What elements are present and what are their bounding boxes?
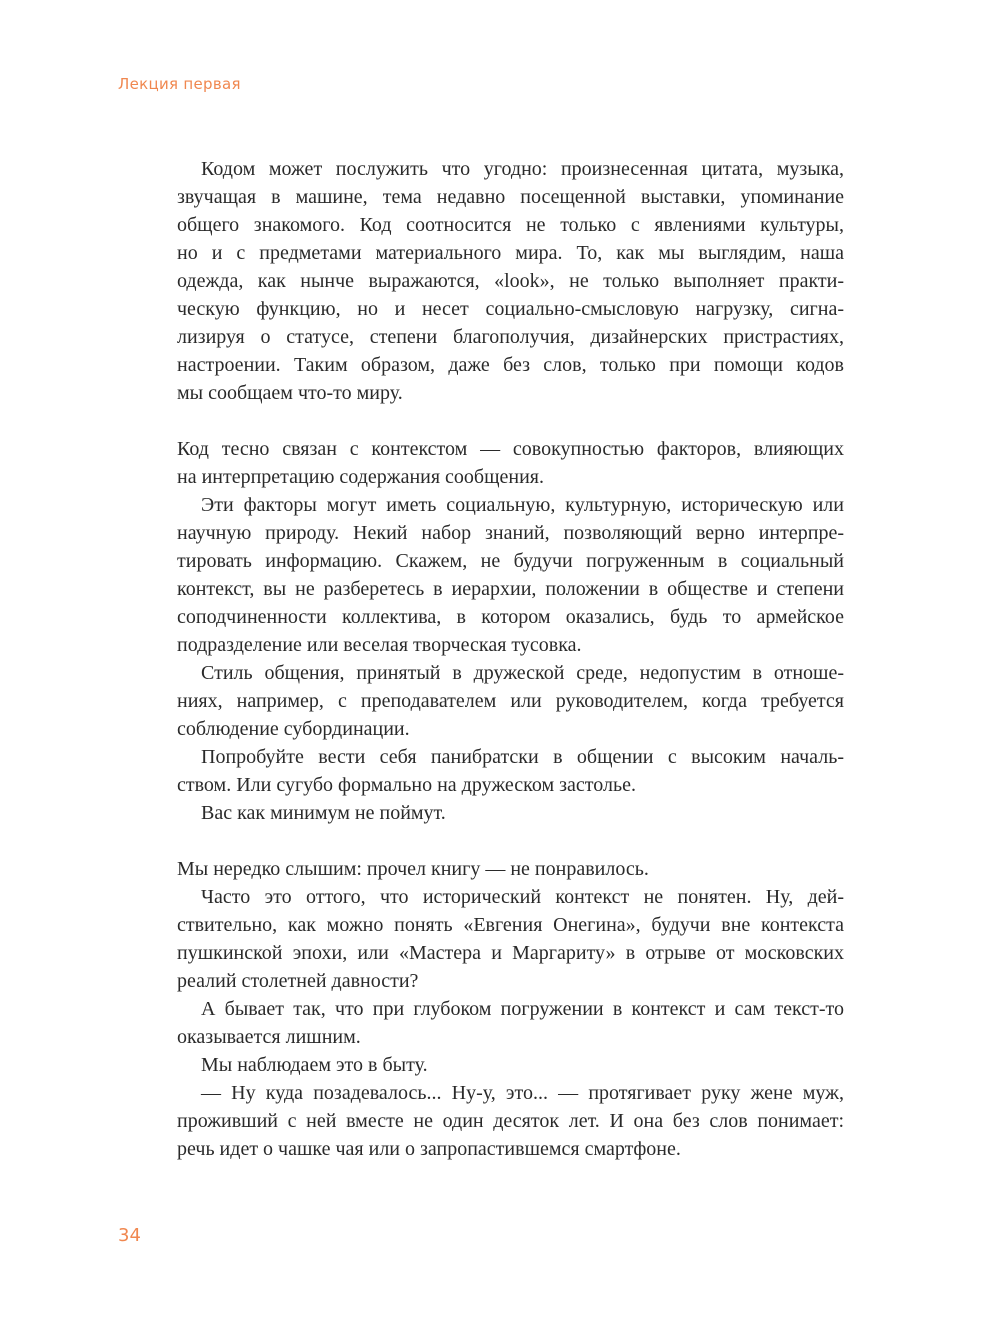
page-number: 34 — [118, 1225, 141, 1246]
text-line: Код тесно связан с контекстом — совокупностью факторов, влияющих — [177, 438, 844, 460]
text-line: соподчиненности коллектива, в котором оказались, будь то армейское — [177, 606, 844, 628]
paragraph — [177, 659, 844, 743]
text-line: Стиль общения, принятый в дружеской среде, недопустим в отноше- — [201, 662, 844, 684]
text-line: общего знакомого. Код соотносится не только с явлениями культуры, — [177, 214, 844, 236]
text-line: пушкинской эпохи, или «Мастера и Маргариту» в отрыве от московских — [177, 942, 844, 964]
paragraph-gap — [177, 827, 844, 855]
paragraph-gap — [177, 407, 844, 435]
paragraph — [177, 1051, 844, 1079]
paragraph — [177, 155, 844, 407]
text-line: Попробуйте вести себя панибратски в общении с высоким началь- — [201, 746, 844, 768]
text-line: звучащая в машине, тема недавно посещенной выставки, упоминание — [177, 186, 844, 208]
paragraph — [177, 883, 844, 995]
text-line: мы сообщаем что-то миру. — [177, 382, 403, 404]
paragraph — [177, 435, 844, 491]
text-line: оказывается лишним. — [177, 1026, 361, 1048]
text-line: тировать информацию. Скажем, не будучи погруженным в социальный — [177, 550, 844, 572]
text-line: Часто это оттого, что исторический контекст не понятен. Ну, дей- — [201, 886, 844, 908]
paragraph — [177, 491, 844, 659]
text-line: речь идет о чашке чая или о запропастившемся смартфоне. — [177, 1138, 681, 1160]
text-line: Вас как минимум не поймут. — [201, 802, 446, 824]
text-line: ческую функцию, но и несет социально-смысловую нагрузку, сигна- — [177, 298, 844, 320]
text-line: контекст, вы не разберетесь в иерархии, положении в обществе и степени — [177, 578, 844, 600]
text-line: Мы наблюдаем это в быту. — [201, 1054, 428, 1076]
paragraph — [177, 743, 844, 799]
text-line: проживший с ней вместе не один десяток лет. И она без слов понимает: — [177, 1110, 844, 1132]
text-line: соблюдение субординации. — [177, 718, 410, 740]
text-line: ством. Или сугубо формально на дружеском застолье. — [177, 774, 636, 796]
running-head: Лекция первая — [118, 75, 241, 93]
text-line: ствительно, как можно понять «Евгения Онегина», будучи вне контекста — [177, 914, 844, 936]
text-line: на интерпретацию содержания сообщения. — [177, 466, 544, 488]
paragraph — [177, 995, 844, 1051]
body-text — [177, 155, 844, 1163]
text-line: настроении. Таким образом, даже без слов, только при помощи кодов — [177, 354, 844, 376]
paragraph — [177, 799, 844, 827]
paragraph — [177, 1079, 844, 1163]
text-line: но и с предметами материального мира. То, как мы выглядим, наша — [177, 242, 844, 264]
text-line: А бывает так, что при глубоком погружении в контекст и сам текст-то — [201, 998, 844, 1020]
text-line: одежда, как нынче выражаются, «look», не только выполняет практи- — [177, 270, 844, 292]
text-line: подразделение или веселая творческая тусовка. — [177, 634, 582, 656]
text-line: лизируя о статусе, степени благополучия, дизайнерских пристрастиях, — [177, 326, 844, 348]
text-line: реалий столетней давности? — [177, 970, 419, 992]
text-line: ниях, например, с преподавателем или руководителем, когда требуется — [177, 690, 844, 712]
paragraph — [177, 855, 844, 883]
text-line: Кодом может послужить что угодно: произнесенная цитата, музыка, — [201, 158, 844, 180]
text-line: научную природу. Некий набор знаний, позволяющий верно интерпре- — [177, 522, 844, 544]
text-line: Эти факторы могут иметь социальную, культурную, историческую или — [201, 494, 844, 516]
text-line: Мы нередко слышим: прочел книгу — не понравилось. — [177, 858, 649, 880]
text-line: — Ну куда позадевалось... Ну-у, это... — протягивает руку жене муж, — [201, 1082, 844, 1104]
